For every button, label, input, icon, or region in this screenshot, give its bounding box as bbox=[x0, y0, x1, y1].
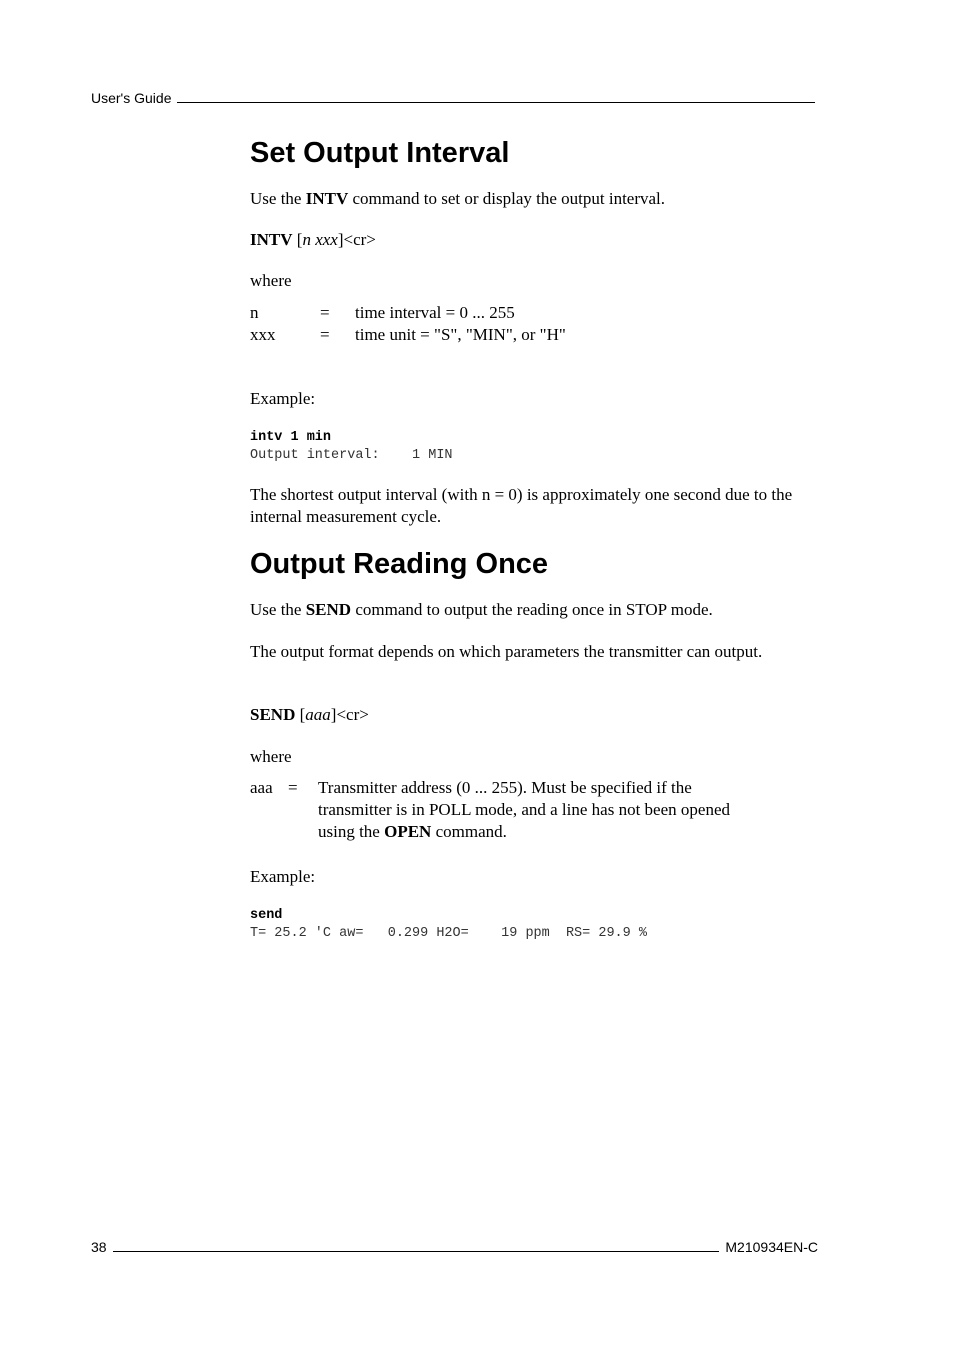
example-label: Example: bbox=[250, 389, 316, 408]
intv-command-name: INTV bbox=[305, 189, 349, 208]
intv-intro: Use the INTV command to set or display the output interval. bbox=[250, 189, 666, 208]
section-heading-output-reading-once: Output Reading Once bbox=[250, 548, 549, 580]
header-title: User's Guide bbox=[91, 90, 172, 106]
param-row-aaa bbox=[250, 777, 730, 843]
header-rule bbox=[177, 102, 815, 103]
example-label: Example: bbox=[250, 867, 316, 886]
open-command-name: OPEN bbox=[384, 822, 432, 841]
page-number: 38 bbox=[91, 1239, 107, 1255]
param-description: Transmitter address (0 ... 255). Must be specified if the transmitter is in POLL mode, and a line has not been opened using the OPEN command. bbox=[318, 778, 730, 841]
example-command: send bbox=[250, 908, 283, 923]
running-header bbox=[91, 90, 815, 106]
send-syntax: SEND [aaa]<cr> bbox=[250, 705, 369, 724]
where-label: where bbox=[250, 747, 292, 766]
param-row-n bbox=[250, 302, 515, 324]
param-equals: = bbox=[288, 778, 298, 797]
param-row-xxx bbox=[250, 324, 566, 346]
param-description: time interval = 0 ... 255 bbox=[355, 303, 515, 322]
section-heading-set-output-interval: Set Output Interval bbox=[250, 137, 510, 169]
document-id: M210934EN-C bbox=[725, 1239, 818, 1255]
send-command-name: SEND bbox=[305, 600, 352, 619]
param-equals: = bbox=[320, 325, 330, 344]
footer-rule bbox=[113, 1251, 720, 1252]
example-output: T= 25.2 'C aw= 0.299 H2O= 19 ppm RS= 29.9 % bbox=[250, 926, 647, 941]
intv-syntax: INTV [n xxx]<cr> bbox=[250, 230, 376, 249]
interval-note: The shortest output interval (with n = 0) is approximately one second due to the internal measurement cycle. bbox=[250, 485, 793, 526]
param-description: time unit = "S", "MIN", or "H" bbox=[355, 325, 566, 344]
param-name: xxx bbox=[250, 325, 276, 344]
where-label: where bbox=[250, 271, 292, 290]
example-command: intv 1 min bbox=[250, 430, 332, 445]
param-name: aaa bbox=[250, 778, 273, 797]
param-name: n bbox=[250, 303, 259, 322]
param-equals: = bbox=[320, 303, 330, 322]
output-format-note: The output format depends on which parameters the transmitter can output. bbox=[250, 642, 763, 661]
running-footer bbox=[91, 1239, 818, 1255]
example-output: Output interval: 1 MIN bbox=[250, 448, 453, 463]
send-intro: Use the SEND command to output the reading once in STOP mode. bbox=[250, 600, 713, 619]
